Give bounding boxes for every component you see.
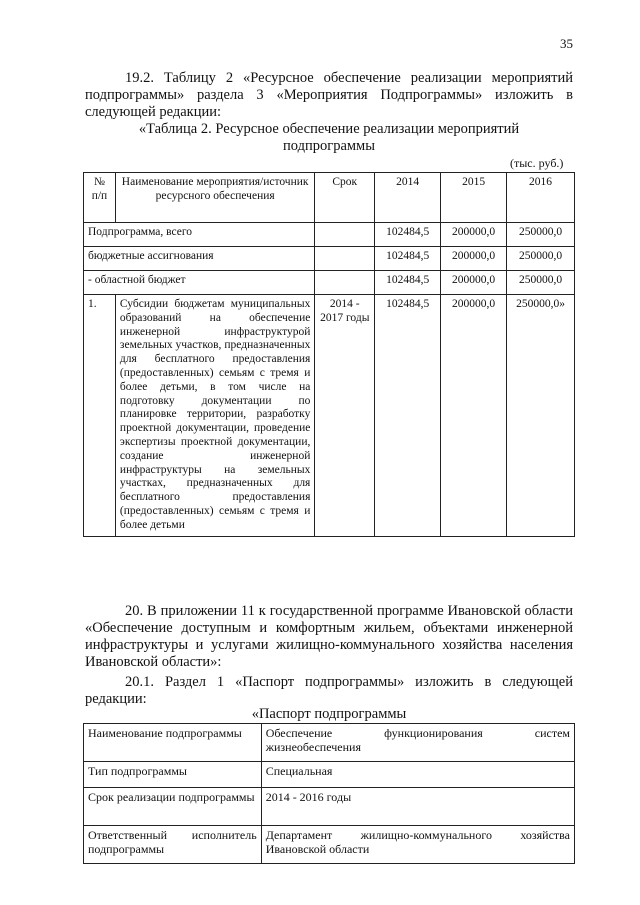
item-num: 1.	[84, 295, 116, 537]
table2-title-line2: подпрограммы	[283, 138, 375, 154]
row-name: Подпрограмма, всего	[84, 223, 315, 247]
item-name: Субсидии бюджетам муниципальных образований на обеспечение инженерной инфраструктурой земельных участков, предназначенных для бесплатного предоставления (предоставленных) семьям с тремя и более детьми, в том числе на подготовку документации по планировке территории, разработку проектной документации, проведение экспертизы проектной документации, создание инженерной инфраструктуры на земельных участках, предназначенных для бесплатного предоставления (предоставленных) семьям с тремя и более детьми	[115, 295, 314, 537]
page-number: 35	[560, 36, 573, 51]
passport-row	[84, 788, 575, 826]
table-header-row	[84, 173, 575, 223]
item-2016: 250000,0»	[507, 295, 575, 537]
header-num: № п/п	[84, 173, 116, 223]
header-term: Срок	[315, 173, 375, 223]
row-2015: 200000,0	[441, 247, 507, 271]
item-2014: 102484,5	[375, 295, 441, 537]
passport-row	[84, 762, 575, 788]
table-row	[84, 271, 575, 295]
header-2015: 2015	[441, 173, 507, 223]
passport-value: 2014 - 2016 годы	[261, 788, 574, 826]
row-2014: 102484,5	[375, 271, 441, 295]
units-label: (тыс. руб.)	[510, 156, 564, 170]
row-2016: 250000,0	[507, 223, 575, 247]
row-2016: 250000,0	[507, 271, 575, 295]
table-row	[84, 223, 575, 247]
passport-label: Ответственный исполнитель подпрограммы	[84, 826, 262, 864]
passport-label: Наименование подпрограммы	[84, 724, 262, 762]
header-name: Наименование мероприятия/источник ресурсного обеспечения	[115, 173, 314, 223]
passport-value: Обеспечение функционирования систем жизнеобеспечения	[261, 724, 574, 762]
passport-row	[84, 826, 575, 864]
table2-title-line1: «Таблица 2. Ресурсное обеспечение реализации мероприятий	[138, 121, 520, 137]
row-2014: 102484,5	[375, 223, 441, 247]
item-term: 2014 - 2017 годы	[315, 295, 375, 537]
table-row	[84, 247, 575, 271]
row-2016: 250000,0	[507, 247, 575, 271]
passport-title: «Паспорт подпрограммы	[251, 706, 407, 722]
item-2015: 200000,0	[441, 295, 507, 537]
passport-value: Департамент жилищно-коммунального хозяйства Ивановской области	[261, 826, 574, 864]
paragraph-20: 20. В приложении 11 к государственной программе Ивановской области «Обеспечение доступным и комфортным жильем, объектами инженерной инфраструктуры и услугами жилищно-коммунального хозяйства населения Ивановской области»:	[85, 603, 573, 670]
table-row-item-1	[84, 295, 575, 537]
passport-label: Срок реализации подпрограммы	[84, 788, 262, 826]
row-term	[315, 247, 375, 271]
passport-label: Тип подпрограммы	[84, 762, 262, 788]
passport-value: Специальная	[261, 762, 574, 788]
passport-table	[83, 723, 575, 864]
header-2014: 2014	[375, 173, 441, 223]
row-name: - областной бюджет	[84, 271, 315, 295]
row-name: бюджетные ассигнования	[84, 247, 315, 271]
row-2015: 200000,0	[441, 271, 507, 295]
paragraph-20-1: 20.1. Раздел 1 «Паспорт подпрограммы» изложить в следующей редакции:	[85, 674, 573, 707]
row-2014: 102484,5	[375, 247, 441, 271]
row-term	[315, 271, 375, 295]
passport-row	[84, 724, 575, 762]
header-2016: 2016	[507, 173, 575, 223]
resource-table	[83, 172, 575, 537]
table2-title	[85, 121, 573, 155]
paragraph-19-2: 19.2. Таблицу 2 «Ресурсное обеспечение реализации мероприятий подпрограммы» раздела 3 «Мероприятия Подпрограммы» изложить в следующей редакции:	[85, 70, 573, 120]
row-term	[315, 223, 375, 247]
row-2015: 200000,0	[441, 223, 507, 247]
